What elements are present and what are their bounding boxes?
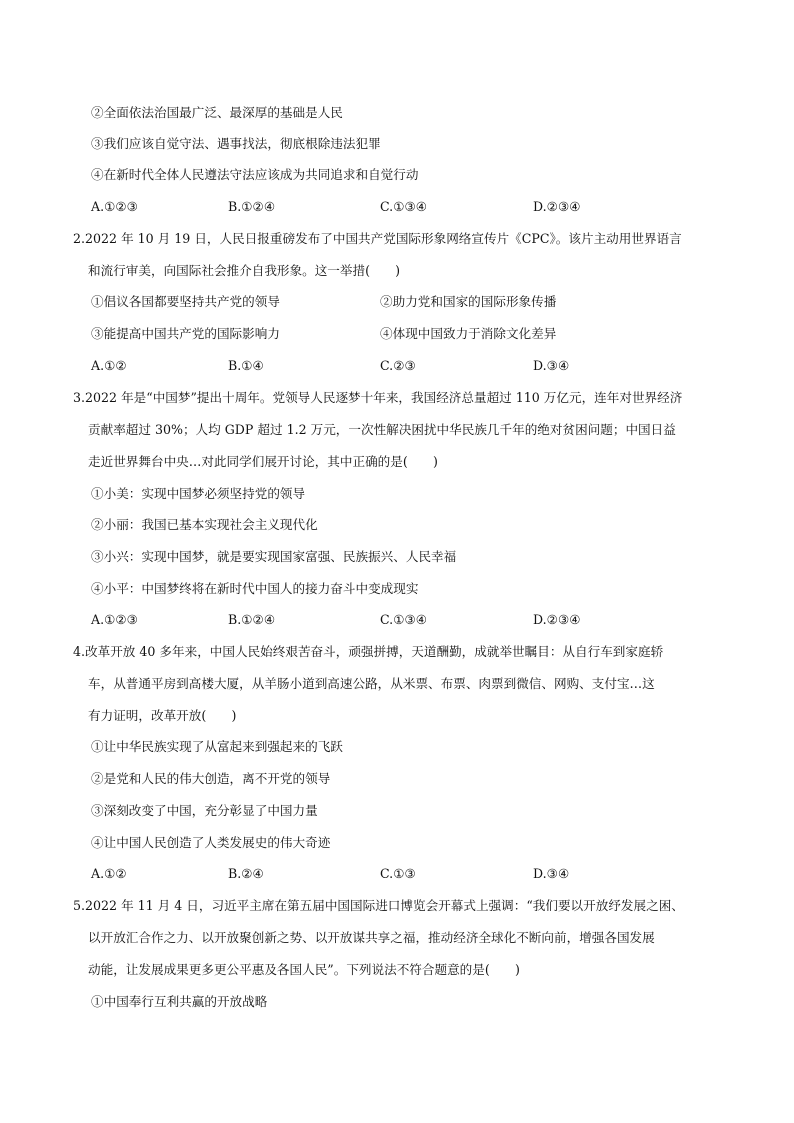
q4-option-a: A.①② [91,866,127,881]
q5-stem-line: 5.2022 年 11 月 4 日，习近平主席在第五届中国国际进口博览会开幕式上强调：“我们要以开放纾发展之困、 [73,898,684,913]
q1-option-a: A.①②③ [91,199,138,214]
q1-option-b: B.①②④ [228,199,276,214]
q4-statement: ①让中华民族实现了从富起来到强起来的飞跃 [91,739,343,754]
q4-stem-line: 4.改革开放 40 多年来，中国人民始终艰苦奋斗，顽强拼搏，天道酬勤，成就举世瞩目：从自行车到家庭轿 [73,644,664,659]
q1-option-d: D.②③④ [533,199,581,214]
q4-statement: ②是党和人民的伟大创造，离不开党的领导 [91,771,331,786]
q2-option-c: C.②③ [380,358,416,373]
q3-option-c: C.①③④ [380,612,428,627]
q2-option-a: A.①② [91,358,127,373]
q4-stem-line: 有力证明，改革开放( ) [88,708,237,723]
q5-stem-line: 动能，让发展成果更多更公平惠及各国人民”。下列说法不符合题意的是( ) [88,962,520,977]
q3-statement: ④小平：中国梦终将在新时代中国人的接力奋斗中变成现实 [91,581,419,596]
q5-statement: ①中国奉行互利共赢的开放战略 [91,994,268,1009]
q5-stem-line: 以开放汇合作之力、以开放聚创新之势、以开放谋共享之福，推动经济全球化不断向前，增强各国发展 [88,930,655,945]
q4-statement: ③深刻改变了中国，充分彰显了中国力量 [91,803,318,818]
q4-stem-line: 车，从普通平房到高楼大厦，从羊肠小道到高速公路，从米票、布票、肉票到微信、网购、支付宝…这 [88,676,655,691]
q4-option-b: B.②④ [228,866,264,881]
q3-stem-line: 走近世界舞台中央…对此同学们展开讨论，其中正确的是( ) [88,454,438,469]
q3-statement: ①小美：实现中国梦必须坚持党的领导 [91,486,306,501]
q4-option-c: C.①③ [380,866,416,881]
q3-option-a: A.①②③ [91,612,138,627]
q3-statement: ②小丽：我国已基本实现社会主义现代化 [91,517,318,532]
q2-stem-line: 和流行审美，向国际社会推介自我形象。这一举措( ) [88,263,401,278]
q2-statement: ②助力党和国家的国际形象传播 [380,294,557,309]
q3-option-d: D.②③④ [533,612,581,627]
q2-statement: ③能提高中国共产党的国际影响力 [91,326,280,341]
q2-option-d: D.③④ [533,358,570,373]
q4-statement: ④让中国人民创造了人类发展史的伟大奇迹 [91,835,331,850]
q4-option-d: D.③④ [533,866,570,881]
q2-statement: ④体现中国致力于消除文化差异 [380,326,557,341]
q3-statement: ③小兴：实现中国梦，就是要实现国家富强、民族振兴、人民幸福 [91,549,457,564]
q1-statement: ②全面依法治国最广泛、最深厚的基础是人民 [91,105,343,120]
q1-statement: ④在新时代全体人民遵法守法应该成为共同追求和自觉行动 [91,167,419,182]
q3-option-b: B.①②④ [228,612,276,627]
q1-statement: ③我们应该自觉守法、遇事找法，彻底根除违法犯罪 [91,136,381,151]
q3-stem-line: 3.2022 年是“中国梦”提出十周年。党领导人民逐梦十年来，我国经济总量超过 110 万亿元，连年对世界经济 [73,390,683,405]
q2-option-b: B.①④ [228,358,264,373]
q3-stem-line: 贡献率超过 30%；人均 GDP 超过 1.2 万元，一次性解决困扰中华民族几千年的绝对贫困问题；中国日益 [88,422,676,437]
q1-option-c: C.①③④ [380,199,428,214]
q2-statement: ①倡议各国都要坚持共产党的领导 [91,294,280,309]
q2-stem-line: 2.2022 年 10 月 19 日，人民日报重磅发布了中国共产党国际形象网络宣传片《CPC》。该片主动用世界语言 [73,231,682,246]
